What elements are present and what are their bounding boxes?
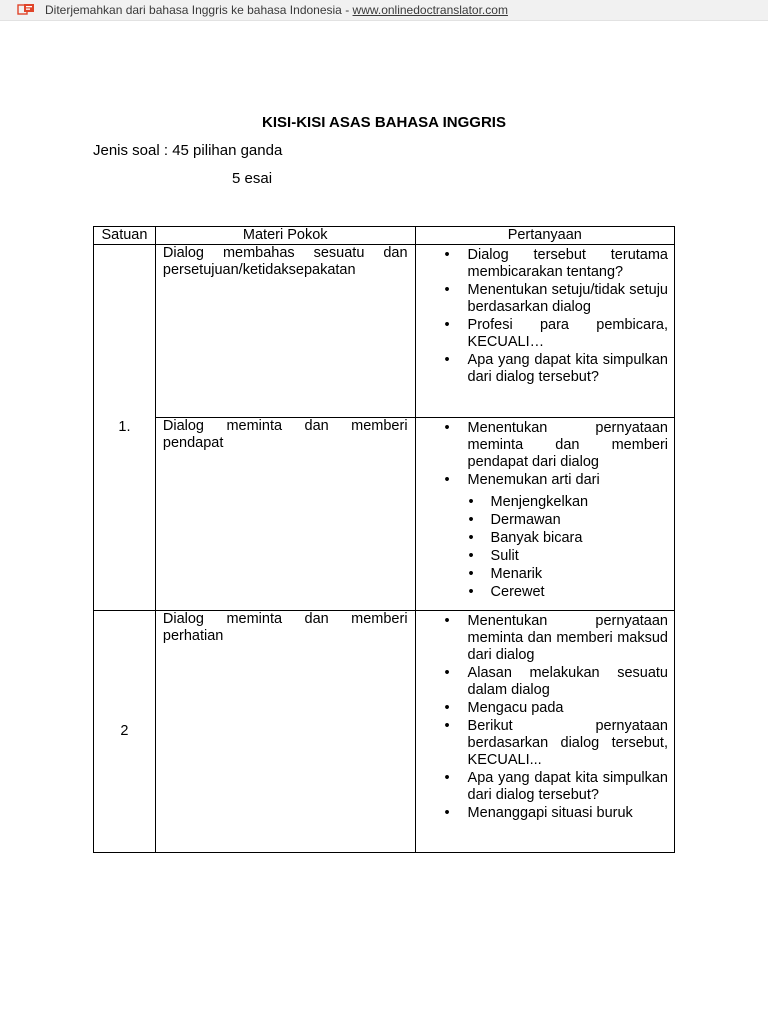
translator-link[interactable]: www.onlinedoctranslator.com <box>352 3 508 17</box>
list-item: • Menemukan arti dari <box>416 472 668 489</box>
materi-cell: Dialog meminta dan memberi perhatian <box>155 611 415 853</box>
unit-number: 1. <box>94 245 156 611</box>
list-item: • Alasan melakukan sesuatu dalam dialog <box>416 665 668 699</box>
sub-list-item: • Menarik <box>416 566 674 583</box>
questions-cell <box>415 245 674 418</box>
list-item: • Menanggapi situasi buruk <box>416 805 668 822</box>
unit-number: 2 <box>94 611 156 853</box>
list-item: • Profesi para pembicara, KECUALI… <box>416 317 668 351</box>
table-row <box>94 418 675 611</box>
sub-list-item: • Banyak bicara <box>416 530 674 547</box>
table-header-row <box>94 227 675 245</box>
sub-list-item: • Dermawan <box>416 512 674 529</box>
list-item: • Apa yang dapat kita simpulkan dari dialog tersebut? <box>416 770 668 804</box>
document-title: KISI-KISI ASAS BAHASA INGGRIS <box>262 114 506 131</box>
list-item: • Menentukan pernyataan meminta dan memberi pendapat dari dialog <box>416 420 668 471</box>
list-item: • Apa yang dapat kita simpulkan dari dialog tersebut? <box>416 352 668 386</box>
questions-cell <box>415 611 674 853</box>
translator-banner <box>0 0 768 21</box>
banner-text: Diterjemahkan dari bahasa Inggris ke bahasa Indonesia - www.onlinedoctranslator.com <box>45 3 508 17</box>
materi-cell: Dialog meminta dan memberi pendapat <box>155 418 415 611</box>
materi-cell: Dialog membahas sesuatu dan persetujuan/ketidaksepakatan <box>155 245 415 418</box>
list-item: • Mengacu pada <box>416 700 668 717</box>
table-row <box>94 245 675 418</box>
header-satuan: Satuan <box>94 227 156 245</box>
sub-list-item: • Cerewet <box>416 584 674 601</box>
table-row <box>94 611 675 853</box>
blueprint-table <box>93 226 675 853</box>
sub-list-item: • Menjengkelkan <box>416 494 674 511</box>
translator-logo-icon <box>17 3 35 16</box>
sub-list-item: • Sulit <box>416 548 674 565</box>
essay-count-line: 5 esai <box>232 170 273 187</box>
header-materi: Materi Pokok <box>155 227 415 245</box>
question-type-line: Jenis soal : 45 pilihan ganda <box>93 142 283 159</box>
list-item: • Menentukan pernyataan meminta dan memberi maksud dari dialog <box>416 613 668 664</box>
list-item: • Berikut pernyataan berdasarkan dialog tersebut, KECUALI... <box>416 718 668 769</box>
list-item: • Dialog tersebut terutama membicarakan tentang? <box>416 247 668 281</box>
list-item: • Menentukan setuju/tidak setuju berdasarkan dialog <box>416 282 668 316</box>
questions-cell <box>415 418 674 611</box>
header-pertanyaan: Pertanyaan <box>415 227 674 245</box>
